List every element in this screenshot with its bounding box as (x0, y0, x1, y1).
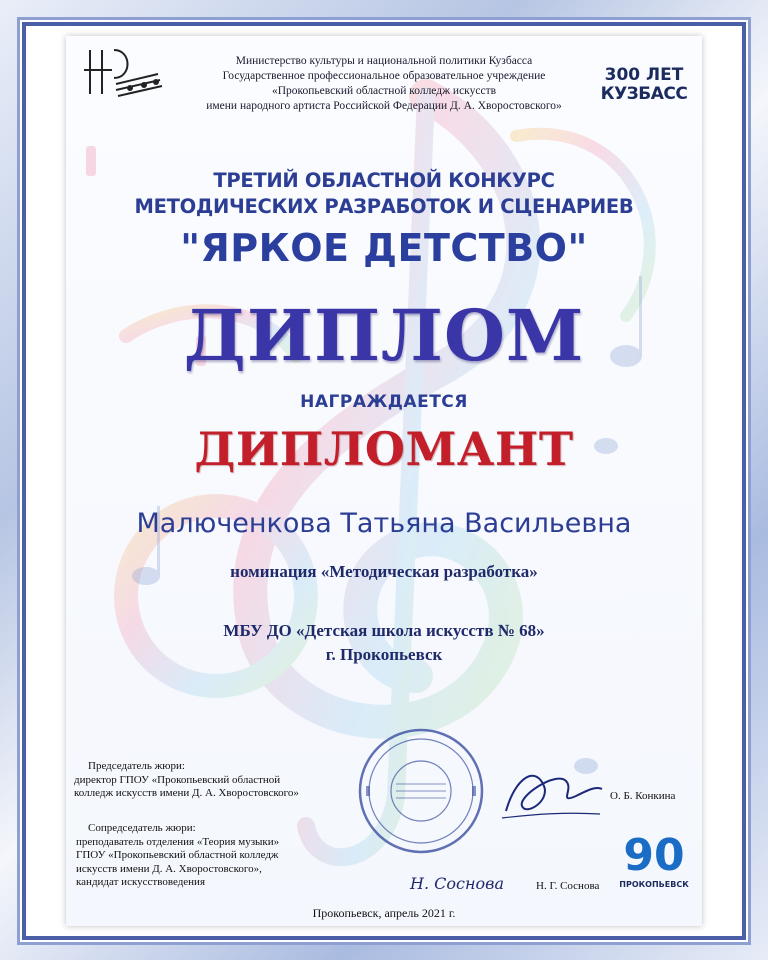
jury-cochair-line: преподаватель отделения «Теория музыки» (76, 835, 280, 848)
recipient-name: Малюченкова Татьяна Васильевна (136, 508, 632, 539)
cochair-name: Н. Г. Соснова (536, 880, 600, 892)
contest-title (66, 168, 702, 220)
jury-cochair (76, 822, 356, 890)
kuzbass-300-logo-top: 300 ЛЕТ (604, 65, 684, 85)
contest-title-line2: МЕТОДИЧЕСКИХ РАЗРАБОТОК И СЦЕНАРИЕВ (134, 195, 634, 218)
chair-signature (496, 756, 606, 826)
school-city: г. Прокопьевск (325, 645, 443, 664)
jury-cochair-line: Сопредседатель жюри: (88, 822, 196, 834)
diploma-title: ДИПЛОМ (183, 294, 585, 377)
diploma-sheet (66, 36, 702, 926)
chair-name: О. Б. Конкина (610, 790, 676, 802)
cochair-signature: Н. Соснова (410, 874, 504, 893)
prokopyevsk-90-logo (614, 832, 694, 912)
school-name: МБУ ДО «Детская школа искусств № 68» (223, 621, 545, 640)
jury-chair-line: Председатель жюри: (88, 760, 185, 772)
place-date: Прокопьевск, апрель 2021 г. (312, 906, 456, 920)
kuzbass-300-logo-bottom: КУЗБАСС (600, 84, 688, 104)
ministry-line: Министерство культуры и национальной политики Кузбасса (235, 55, 533, 67)
jury-cochair-line: кандидат искусствоведения (76, 876, 206, 888)
contest-title-line1: ТРЕТИЙ ОБЛАСТНОЙ КОНКУРС (213, 169, 555, 192)
jury-chair-line: директор ГПОУ «Прокопьевский областной (74, 773, 281, 786)
nomination: номинация «Методическая разработка» (230, 562, 538, 581)
logo-90-number: 90 (623, 830, 685, 881)
awarded-label: НАГРАЖДАЕТСЯ (300, 392, 468, 412)
official-seal (356, 726, 486, 856)
jury-chair (74, 760, 354, 801)
logo-90-city: ПРОКОПЬЕВСК (619, 880, 689, 889)
ministry-header (66, 54, 702, 114)
ministry-line: Государственное профессиональное образовательное учреждение (222, 70, 546, 82)
school-info (66, 619, 702, 667)
rank-title: ДИПЛОМАНТ (194, 422, 574, 476)
ministry-line: имени народного артиста Российской Федерации Д. А. Хворостовского» (206, 100, 562, 112)
jury-cochair-line: искусств имени Д. А. Хворостовского», (76, 862, 262, 875)
jury-chair-line: колледж искусств имени Д. А. Хворостовского» (74, 787, 299, 799)
jury-cochair-line: ГПОУ «Прокопьевский областной колледж (76, 849, 279, 861)
ministry-line: «Прокопьевский областной колледж искусств (271, 85, 497, 97)
contest-name: "ЯРКОЕ ДЕТСТВО" (180, 226, 588, 270)
